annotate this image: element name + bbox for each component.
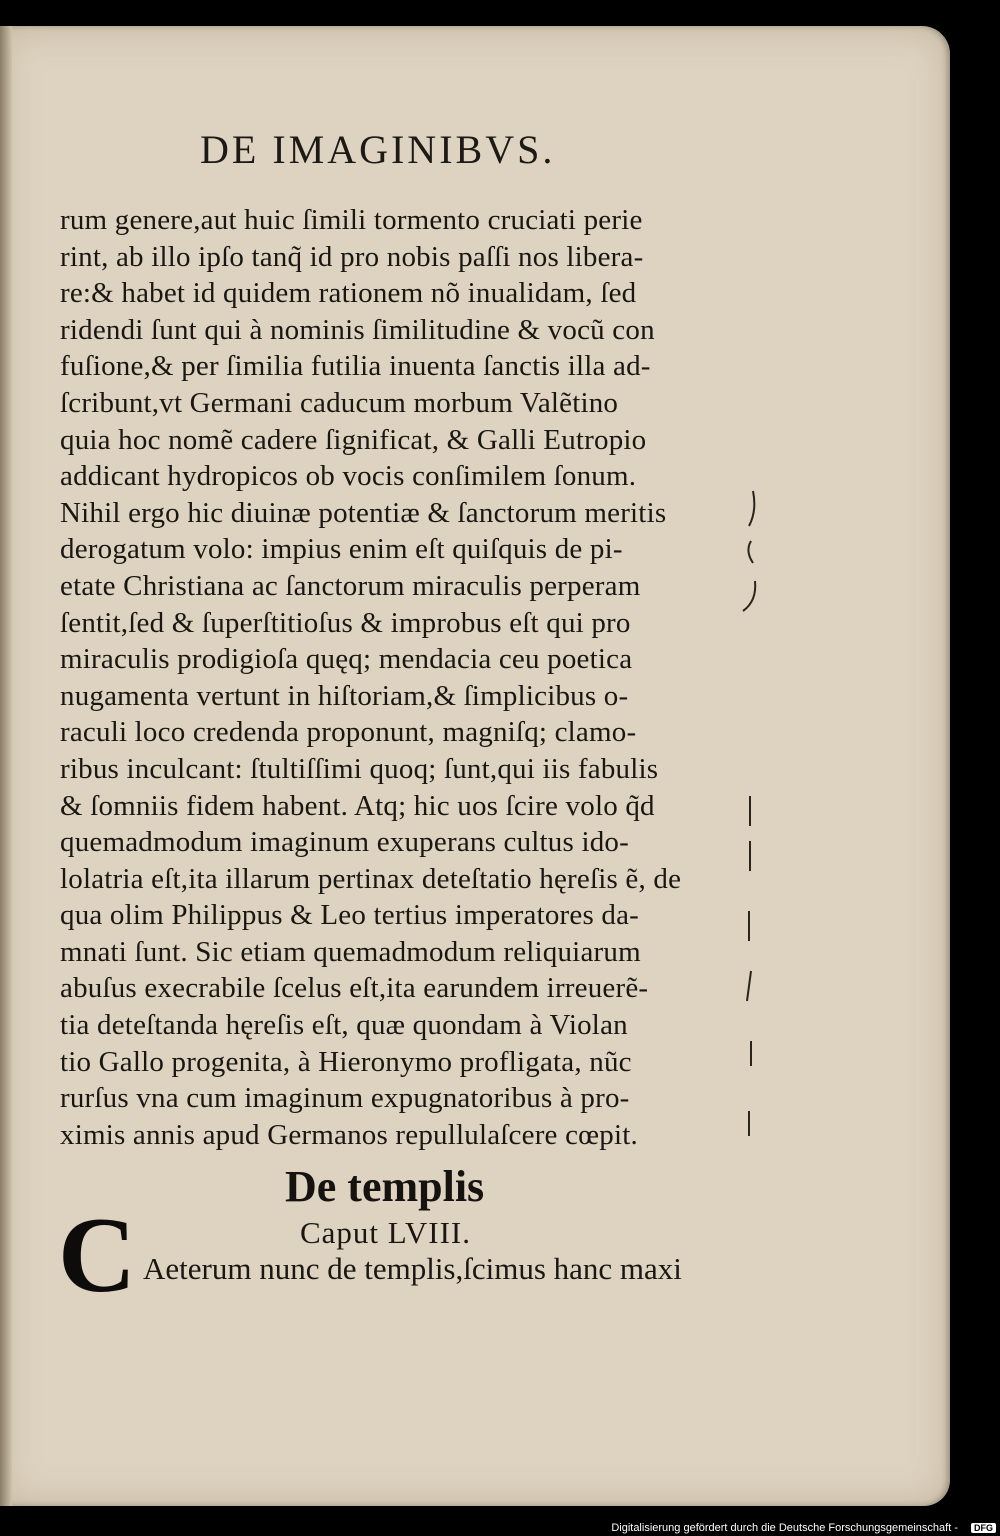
text-line: rurſus vna cum imaginum expugnatoribus à pro-: [60, 1082, 630, 1115]
text-line: mnati ſunt. Sic etiam quemadmodum reliquiarum: [60, 935, 641, 968]
text-line: re:& habet id quidem rationem nõ inualidam, ſed: [60, 277, 637, 310]
text-line: lolatria eſt,ita illarum pertinax deteſtatio hęreſis ẽ, de: [60, 862, 682, 895]
decorated-initial: C: [58, 1196, 136, 1315]
text-line: ribus inculcant: ſtultiſſimi quoq; ſunt,qui iis fabulis: [60, 752, 659, 785]
footer-credit: Digitalisierung gefördert durch die Deutsche Forschungsgemeinschaft -: [611, 1522, 958, 1534]
text-line: & ſomniis fidem habent. Atq; hic uos ſcire volo q̃d: [60, 789, 655, 822]
text-line: quemadmodum imaginum exuperans cultus ido-: [60, 826, 629, 859]
dfg-logo: DFG: [971, 1523, 996, 1533]
chapter-subtitle: Caput LVIII.: [300, 1215, 471, 1250]
margin-marks: [735, 481, 765, 1141]
text-line: etate Christiana ac ſanctorum miraculis perperam: [60, 569, 641, 602]
book-page: [0, 26, 950, 1506]
text-line: tia deteſtanda hęreſis eſt, quæ quondam à Violan: [60, 1009, 628, 1042]
text-line: ſcribunt,vt Germani caducum morbum Valẽtino: [60, 386, 619, 419]
text-line: tio Gallo progenita, à Hieronymo profligata, nũc: [60, 1045, 632, 1078]
chapter-title: De templis: [285, 1162, 485, 1211]
text-line: miraculis prodigioſa quęq; mendacia ceu poetica: [60, 643, 633, 676]
text-line: quia hoc nomẽ cadere ſignificat, & Galli Eutropio: [60, 423, 647, 456]
text-line: rum genere,aut huic ſimili tormento cruciati perie: [60, 204, 643, 236]
text-line: fuſione,& per ſimilia futilia inuenta ſanctis illa ad-: [60, 350, 651, 383]
text-line: raculi loco credenda proponunt, magniſq; clamo-: [60, 716, 637, 749]
running-head: DE IMAGINIBVS.: [200, 127, 556, 172]
text-line: derogatum volo: impius enim eſt quiſquis de pi-: [60, 533, 623, 566]
text-line: ximis annis apud Germanos repullulaſcere cœpit.: [60, 1118, 638, 1151]
chapter-first-line: Aeterum nunc de templis,ſcimus hanc maxi: [143, 1251, 682, 1286]
text-line: ſentit,ſed & ſuperſtitioſus & improbus eſt qui pro: [60, 606, 631, 639]
text-line: ridendi ſunt qui à nominis ſimilitudine & vocũ con: [60, 313, 655, 346]
text-line: nugamenta vertunt in hiſtoriam,& ſimplicibus o-: [60, 679, 629, 712]
text-line: addicant hydropicos ob vocis conſimilem ſonum.: [60, 460, 637, 493]
text-line: abuſus execrabile ſcelus eſt,ita earundem irreuerẽ-: [60, 972, 649, 1005]
text-line: rint, ab illo ipſo tanq̃ id pro nobis paſſi nos libera-: [60, 240, 644, 273]
text-line: qua olim Philippus & Leo tertius imperatores da-: [60, 899, 640, 932]
body-text: [60, 202, 750, 1153]
text-line: Nihil ergo hic diuinæ potentiæ & ſanctorum meritis: [60, 496, 667, 529]
